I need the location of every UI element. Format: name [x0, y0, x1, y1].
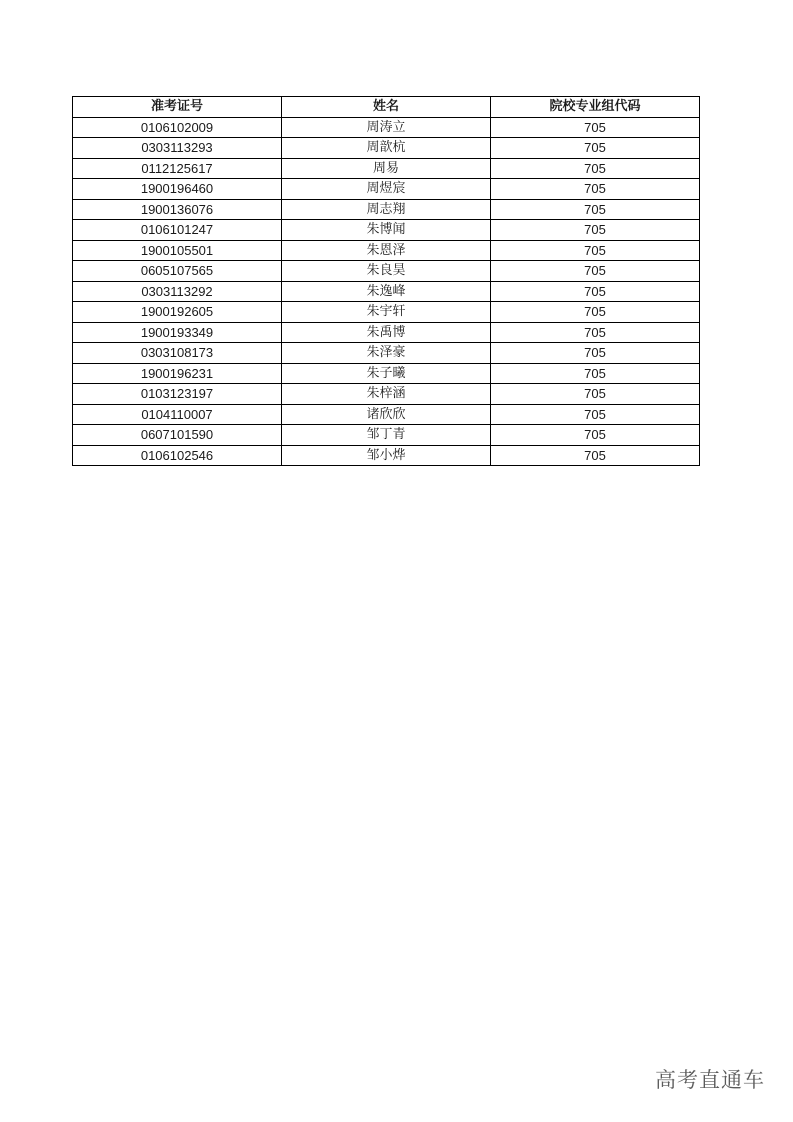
- table-row: [73, 261, 700, 282]
- name-cell: 周涛立: [282, 117, 491, 138]
- exam-id-cell: 0103123197: [73, 384, 282, 405]
- table-row: [73, 302, 700, 323]
- exam-id-cell: 1900192605: [73, 302, 282, 323]
- header-group-code: 院校专业组代码: [491, 97, 700, 118]
- group-code-cell: 705: [491, 117, 700, 138]
- group-code-cell: 705: [491, 322, 700, 343]
- name-cell: 周志翔: [282, 199, 491, 220]
- header-row: [73, 97, 700, 118]
- name-cell: 诸欣欣: [282, 404, 491, 425]
- group-code-cell: 705: [491, 158, 700, 179]
- table-row: [73, 404, 700, 425]
- table-row: [73, 179, 700, 200]
- table-row: [73, 363, 700, 384]
- table-body: [73, 117, 700, 466]
- exam-id-cell: 0112125617: [73, 158, 282, 179]
- name-cell: 朱子曦: [282, 363, 491, 384]
- exam-id-cell: 0106101247: [73, 220, 282, 241]
- table-row: [73, 322, 700, 343]
- name-cell: 朱梓涵: [282, 384, 491, 405]
- group-code-cell: 705: [491, 179, 700, 200]
- exam-id-cell: 0303108173: [73, 343, 282, 364]
- name-cell: 朱恩泽: [282, 240, 491, 261]
- header-exam-id: 准考证号: [73, 97, 282, 118]
- table-row: [73, 158, 700, 179]
- group-code-cell: 705: [491, 240, 700, 261]
- table-row: [73, 445, 700, 466]
- name-cell: 朱宇轩: [282, 302, 491, 323]
- group-code-cell: 705: [491, 261, 700, 282]
- table-row: [73, 138, 700, 159]
- name-cell: 周易: [282, 158, 491, 179]
- name-cell: 朱良昊: [282, 261, 491, 282]
- table-row: [73, 343, 700, 364]
- name-cell: 朱泽豪: [282, 343, 491, 364]
- name-cell: 朱禹博: [282, 322, 491, 343]
- exam-id-cell: 1900196460: [73, 179, 282, 200]
- exam-id-cell: 0104110007: [73, 404, 282, 425]
- exam-id-cell: 1900105501: [73, 240, 282, 261]
- group-code-cell: 705: [491, 220, 700, 241]
- name-cell: 朱博闻: [282, 220, 491, 241]
- group-code-cell: 705: [491, 199, 700, 220]
- group-code-cell: 705: [491, 363, 700, 384]
- group-code-cell: 705: [491, 425, 700, 446]
- group-code-cell: 705: [491, 343, 700, 364]
- table-row: [73, 384, 700, 405]
- exam-id-cell: 0106102546: [73, 445, 282, 466]
- exam-id-cell: 1900193349: [73, 322, 282, 343]
- table-row: [73, 240, 700, 261]
- name-cell: 邹丁青: [282, 425, 491, 446]
- group-code-cell: 705: [491, 384, 700, 405]
- name-cell: 周歆杭: [282, 138, 491, 159]
- header-name: 姓名: [282, 97, 491, 118]
- group-code-cell: 705: [491, 445, 700, 466]
- exam-id-cell: 1900136076: [73, 199, 282, 220]
- table-row: [73, 117, 700, 138]
- group-code-cell: 705: [491, 281, 700, 302]
- watermark-text: 高考直通车: [655, 1068, 765, 1092]
- group-code-cell: 705: [491, 302, 700, 323]
- exam-id-cell: 0303113293: [73, 138, 282, 159]
- table-row: [73, 199, 700, 220]
- group-code-cell: 705: [491, 404, 700, 425]
- exam-id-cell: 0607101590: [73, 425, 282, 446]
- exam-id-cell: 1900196231: [73, 363, 282, 384]
- group-code-cell: 705: [491, 138, 700, 159]
- exam-id-cell: 0605107565: [73, 261, 282, 282]
- exam-id-cell: 0106102009: [73, 117, 282, 138]
- table-row: [73, 425, 700, 446]
- exam-id-cell: 0303113292: [73, 281, 282, 302]
- table-row: [73, 220, 700, 241]
- name-cell: 邹小烨: [282, 445, 491, 466]
- table-row: [73, 281, 700, 302]
- admission-table: [72, 96, 700, 466]
- name-cell: 周煜宸: [282, 179, 491, 200]
- name-cell: 朱逸峰: [282, 281, 491, 302]
